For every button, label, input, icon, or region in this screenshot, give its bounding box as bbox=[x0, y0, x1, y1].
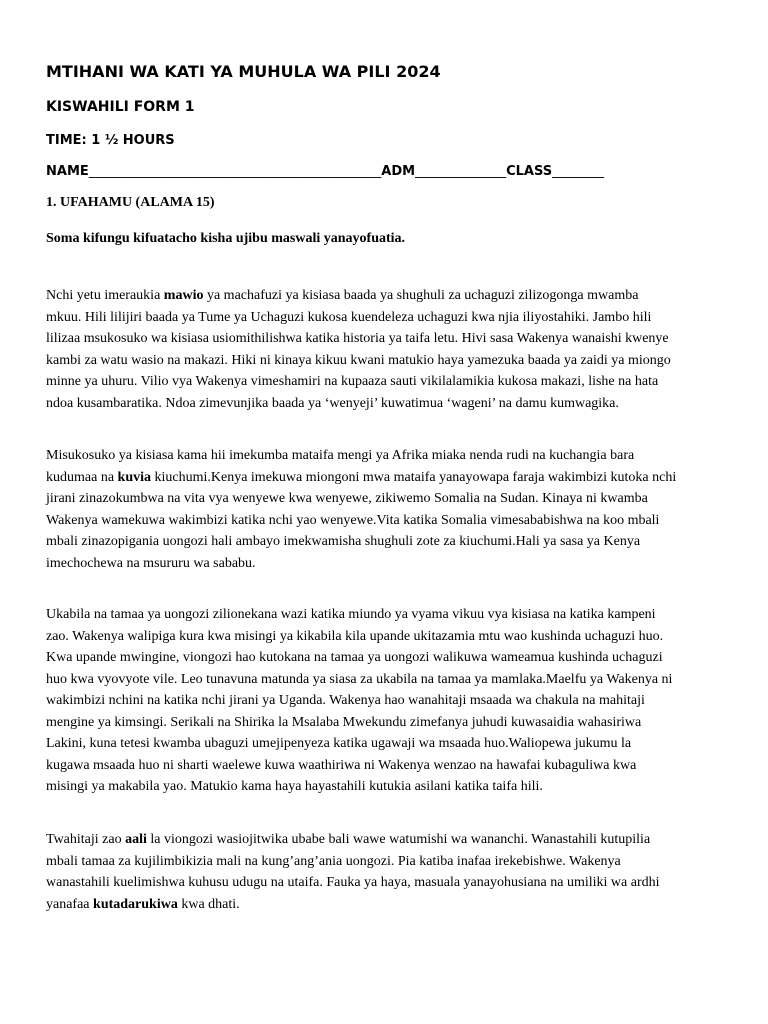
paragraph-line: zao. Wakenya walipiga kura kwa misingi ya kikabila kila upande ukitazamia mtu wao kushinda uchaguzi huo. bbox=[46, 628, 664, 644]
passage-paragraph-3 bbox=[46, 604, 726, 798]
paragraph-line: minne ya uhuru. Vilio vya Wakenya vimeshamiri na kupaaza sauti vikilalamikia kukosa makazi, lishe na hata bbox=[46, 374, 659, 389]
paragraph-line: jirani zinazokumbwa na vita vya wenyewe kwa wenyewe, zikiwemo Somalia na Sudan. Kinaya ni kwamba bbox=[46, 491, 648, 506]
paragraph-line bbox=[46, 894, 726, 916]
text-run: la viongozi wasiojitwika ubabe bali wawe watumishi wa wananchi. Wanastahili kutupilia bbox=[146, 832, 651, 847]
section-heading: 1. UFAHAMU (ALAMA 15) bbox=[46, 195, 215, 210]
paragraph-line: mkuu. Hili lilijiri baada ya Tume ya Uchaguzi kukosa kuendeleza uchaguzi kwa njia iliyostahiki. Jambo hili bbox=[46, 309, 652, 325]
bold-word-aali: aali bbox=[125, 832, 147, 847]
text-run: kwa dhati. bbox=[177, 896, 240, 912]
time-allowed: TIME: 1 ½ HOURS bbox=[46, 133, 175, 148]
passage-paragraph-1 bbox=[46, 285, 726, 414]
paragraph-line: misingi ya makabila yao. Matukio kama haya hayastahili kutukia asilani katika taifa hili. bbox=[46, 779, 543, 794]
subject-heading: KISWAHILI FORM 1 bbox=[46, 99, 195, 115]
paragraph-line: wanastahili kuelimishwa kuhusu udugu na utaifa. Fauka ya haya, masuala yanayohusiana na umiliki wa ardhi bbox=[46, 875, 660, 890]
paragraph-line: kugawa msaada huo ni sharti waelewe kuwa waathiriwa ni Wakenya wenzao na hawafai kubaguliwa kwa bbox=[46, 757, 637, 773]
paragraph-line: Kwa upande mwingine, viongozi hao kutokana na tamaa ya uongozi walikuwa wameamua kushinda uchaguzi bbox=[46, 650, 663, 665]
paragraph-line: mbali zinazopigania uongozi hali ambayo imekwamisha shughuli zote za kiuchumi.Hali ya sasa ya Kenya bbox=[46, 534, 641, 549]
paragraph-line bbox=[46, 829, 726, 851]
paragraph-line: mbali tamaa za kujilimbikizia mali na kung’ang’ania uongozi. Pia katiba inafaa irekebishwe. Wakenya bbox=[46, 853, 621, 869]
instruction-text: Soma kifungu kifuatacho kisha ujibu maswali yanayofuatia. bbox=[46, 231, 406, 246]
class-field[interactable]: ________ bbox=[552, 164, 605, 179]
name-field[interactable]: _____________________________________________ bbox=[88, 164, 382, 179]
text-run: kudumaa na bbox=[46, 469, 118, 485]
text-run: kiuchumi.Kenya imekuwa miongoni mwa mataifa yanayowapa faraja wakimbizi kutoka nchi bbox=[151, 469, 677, 485]
paragraph-line: Misukosuko ya kisiasa kama hii imekumba mataifa mengi ya Afrika miaka nenda rudi na kuchangia bara bbox=[46, 448, 635, 463]
passage-paragraph-4 bbox=[46, 829, 726, 915]
student-details-line bbox=[46, 164, 604, 179]
paragraph-line: imechochewa na msururu wa sababu. bbox=[46, 555, 256, 571]
paragraph-line: kambi za watu wasio na makazi. Hiki ni kinaya kikuu kwani matukio haya yamezuka baada ya zaidi ya miongo bbox=[46, 352, 671, 368]
paragraph-line: wakimbizi nchini na katika nchi jirani ya Uganda. Wakenya hao wanahitaji msaada wa chakula na mahitaji bbox=[46, 693, 645, 708]
name-label: NAME bbox=[46, 164, 89, 179]
class-label: CLASS bbox=[506, 164, 553, 179]
text-run: Twahitaji zao bbox=[46, 832, 126, 847]
paragraph-line bbox=[46, 285, 726, 307]
bold-word-mawio: mawio bbox=[163, 288, 204, 303]
paragraph-line: huo kwa vyovyote vile. Leo tunavuna matunda ya siasa za ukabila na tamaa ya mamlaka.Maelfu ya Wakenya ni bbox=[46, 671, 673, 687]
adm-field[interactable]: ______________ bbox=[415, 164, 507, 179]
paragraph-line: Wakenya wamekuwa wakimbizi katika nchi yao wenyewe.Vita katika Somalia vimesababishwa na koo mbali bbox=[46, 512, 660, 528]
text-run: ya machafuzi ya kisiasa baada ya shughuli za uchaguzi zilizogonga mwamba bbox=[203, 288, 639, 303]
bold-word-kuvia: kuvia bbox=[117, 469, 151, 485]
paragraph-line: Lakini, kuna tetesi kwamba ubaguzi umejipenyeza katika ugawaji wa msaada huo.Waliopewa jukumu la bbox=[46, 736, 632, 751]
paragraph-line: lilizaa msukosuko wa kisiasa usiomithilishwa katika historia ya taifa letu. Hivi sasa Wakenya wanaishi kwenye bbox=[46, 331, 669, 346]
exam-title: MTIHANI WA KATI YA MUHULA WA PILI 2024 bbox=[46, 62, 441, 81]
passage-paragraph-2 bbox=[46, 445, 726, 574]
text-run: yanafaa bbox=[46, 896, 94, 912]
paragraph-line: ndoa kusambaratika. Ndoa zimevunjika baada ya ‘wenyeji’ kuwatimua ‘wageni’ na damu kumwagika. bbox=[46, 395, 619, 411]
paragraph-line bbox=[46, 467, 726, 489]
adm-label: ADM bbox=[381, 164, 416, 179]
bold-word-kutadarukiwa: kutadarukiwa bbox=[93, 896, 178, 912]
text-run: Nchi yetu imeraukia bbox=[46, 288, 164, 303]
paragraph-line: Ukabila na tamaa ya uongozi zilionekana wazi katika miundo ya vyama vikuu vya kisiasa na katika kampeni bbox=[46, 607, 656, 622]
paragraph-line: mengine ya kimsingi. Serikali na Shirika la Msalaba Mwekundu zimefanya juhudi kuwasaidia wahasiriwa bbox=[46, 714, 642, 730]
